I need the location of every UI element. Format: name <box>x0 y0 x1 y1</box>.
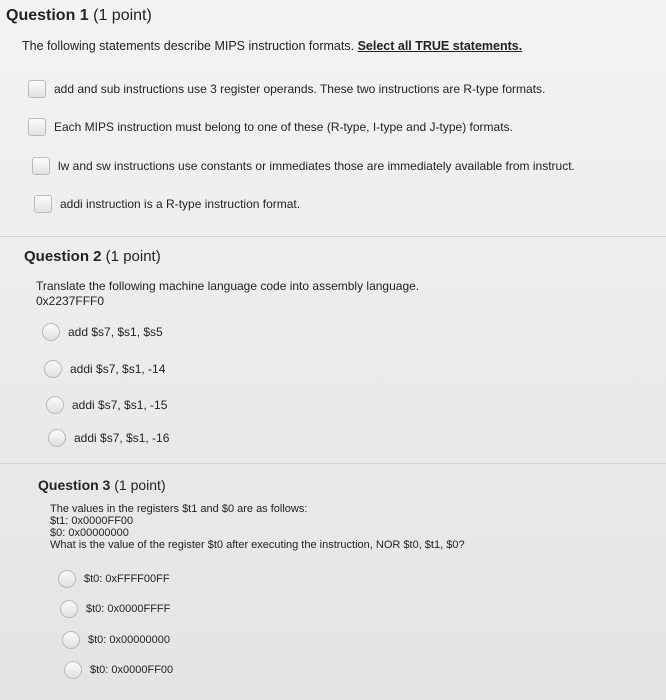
radio-icon[interactable] <box>58 570 76 588</box>
question-1-points: (1 point) <box>88 7 152 24</box>
question-3-points: (1 point) <box>110 477 166 493</box>
question-2-points: (1 point) <box>101 248 161 265</box>
q2-option-3-label: addi $s7, $s1, -15 <box>72 398 168 412</box>
q3-option-4-label: $t0: 0x0000FF00 <box>90 664 174 676</box>
question-divider <box>0 463 666 464</box>
radio-icon[interactable] <box>42 323 60 341</box>
radio-icon[interactable] <box>46 396 64 414</box>
question-2-label: Question 2 <box>24 248 102 265</box>
checkbox-icon[interactable] <box>34 195 52 213</box>
q1-option-1[interactable] <box>28 80 545 98</box>
question-3-prompt <box>50 503 465 551</box>
q2-option-4[interactable] <box>48 429 169 447</box>
question-3-register-zero: $0: 0x00000000 <box>50 527 129 539</box>
q3-option-2[interactable] <box>60 600 170 618</box>
radio-icon[interactable] <box>64 661 82 679</box>
q3-option-3-label: $t0: 0x00000000 <box>88 634 170 646</box>
q1-option-2[interactable] <box>28 118 513 136</box>
question-1-prompt-emphasis: Select all TRUE statements. <box>357 39 523 53</box>
q2-option-2-label: addi $s7, $s1, -14 <box>70 362 166 376</box>
q2-option-2[interactable] <box>44 360 165 378</box>
q1-option-1-label: add and sub instructions use 3 register operands. These two instructions are R-type formats. <box>54 82 546 96</box>
checkbox-icon[interactable] <box>32 157 50 175</box>
q3-option-1-label: $t0: 0xFFFF00FF <box>84 573 170 585</box>
question-2-title <box>24 248 161 265</box>
checkbox-icon[interactable] <box>28 80 46 98</box>
question-3-title <box>38 477 166 493</box>
q1-option-2-label: Each MIPS instruction must belong to one of these (R-type, I-type and J-type) formats. <box>54 120 513 134</box>
radio-icon[interactable] <box>60 600 78 618</box>
q3-option-4[interactable] <box>64 661 173 679</box>
question-1-prompt-text: The following statements describe MIPS instruction formats. <box>22 39 358 53</box>
radio-icon[interactable] <box>44 360 62 378</box>
q3-option-3[interactable] <box>62 631 170 649</box>
question-3-label: Question 3 <box>38 477 111 493</box>
question-divider <box>0 236 666 237</box>
question-1-label: Question 1 <box>6 7 89 24</box>
q1-option-3-label: lw and sw instructions use constants or immediates those are immediately available from instruct. <box>58 159 575 173</box>
radio-icon[interactable] <box>62 631 80 649</box>
question-3-prompt-text: The values in the registers $t1 and $0 are as follows: <box>50 503 308 515</box>
question-2-code: 0x2237FFF0 <box>36 294 105 308</box>
q1-option-4[interactable] <box>34 195 300 213</box>
question-2-prompt-text: Translate the following machine language code into assembly language. <box>36 279 420 293</box>
q2-option-3[interactable] <box>46 396 167 414</box>
radio-icon[interactable] <box>48 429 66 447</box>
question-3-question: What is the value of the register $t0 after executing the instruction, NOR $t0, $t1, $0? <box>50 539 465 551</box>
question-3-register-t1: $t1: 0x0000FF00 <box>50 515 134 527</box>
q2-option-1[interactable] <box>42 323 163 341</box>
q3-option-1[interactable] <box>58 570 170 588</box>
q1-option-4-label: addi instruction is a R-type instruction format. <box>60 197 301 211</box>
checkbox-icon[interactable] <box>28 118 46 136</box>
q3-option-2-label: $t0: 0x0000FFFF <box>86 603 171 615</box>
question-1-title <box>6 7 152 25</box>
q2-option-4-label: addi $s7, $s1, -16 <box>74 431 170 445</box>
q1-option-3[interactable] <box>32 157 575 175</box>
q2-option-1-label: add $s7, $s1, $s5 <box>68 325 163 339</box>
question-1-prompt <box>22 39 522 54</box>
question-2-prompt <box>36 279 419 309</box>
